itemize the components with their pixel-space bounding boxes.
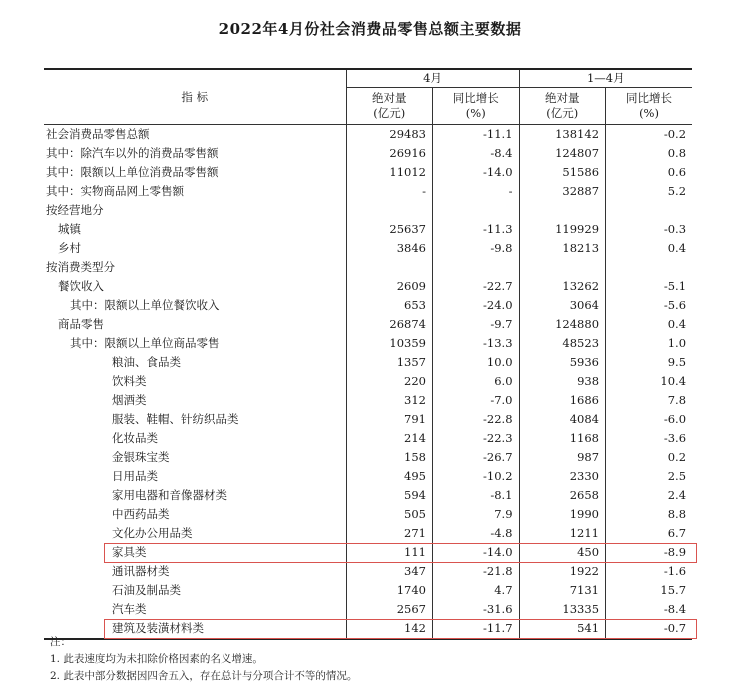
april-yoy-value: - — [433, 182, 520, 201]
janapr-abs-value: 1211 — [519, 524, 606, 543]
table-row — [44, 125, 692, 145]
row-label: 按消费类型分 — [46, 260, 115, 274]
april-yoy-value: -9.8 — [433, 239, 520, 258]
table-row — [44, 277, 692, 296]
april-yoy-value: -31.6 — [433, 600, 520, 619]
april-abs-value: 158 — [346, 448, 433, 467]
table-row — [44, 201, 692, 220]
retail-sales-table — [44, 68, 692, 640]
janapr-yoy-value: 1.0 — [606, 334, 693, 353]
janapr-yoy-value: 2.4 — [606, 486, 693, 505]
april-abs-value: 29483 — [346, 125, 433, 145]
row-label-cell — [44, 581, 346, 600]
table-row — [44, 353, 692, 372]
janapr-yoy-value: 6.7 — [606, 524, 693, 543]
indicator-header: 指 标 — [44, 69, 346, 125]
april-abs-value: 1357 — [346, 353, 433, 372]
table-row — [44, 467, 692, 486]
janapr-yoy-value: 15.7 — [606, 581, 693, 600]
april-abs-value: - — [346, 182, 433, 201]
janapr-yoy-header: 同比增长 (%) — [606, 88, 693, 125]
row-label: 文化办公用品类 — [112, 526, 193, 540]
janapr-yoy-value: -5.1 — [606, 277, 693, 296]
table-row — [44, 581, 692, 600]
april-yoy-value: -22.8 — [433, 410, 520, 429]
row-label: 城镇 — [58, 222, 81, 236]
april-abs-value: 505 — [346, 505, 433, 524]
row-label: 其中：限额以上单位餐饮收入 — [70, 298, 220, 312]
table-row — [44, 220, 692, 239]
janapr-abs-value: 1922 — [519, 562, 606, 581]
table-row — [44, 163, 692, 182]
notes-head: 注： — [50, 636, 71, 648]
row-label-cell — [44, 144, 346, 163]
april-abs-value: 142 — [346, 619, 433, 639]
row-label: 金银珠宝类 — [112, 450, 170, 464]
row-label-cell — [44, 505, 346, 524]
table-row — [44, 410, 692, 429]
april-yoy-value: -22.3 — [433, 429, 520, 448]
janapr-yoy-value: 2.5 — [606, 467, 693, 486]
april-yoy-value: -11.7 — [433, 619, 520, 639]
janapr-yoy-value: -8.9 — [606, 543, 693, 562]
janapr-abs-value — [519, 201, 606, 220]
table-row — [44, 486, 692, 505]
row-label-cell — [44, 315, 346, 334]
row-label-cell — [44, 163, 346, 182]
janapr-abs-value: 124880 — [519, 315, 606, 334]
row-label: 社会消费品零售总额 — [46, 127, 150, 141]
table-row — [44, 524, 692, 543]
april-yoy-value — [433, 258, 520, 277]
row-label: 石油及制品类 — [112, 583, 181, 597]
table-body — [44, 125, 692, 640]
table-row — [44, 505, 692, 524]
table-row — [44, 258, 692, 277]
row-label: 乡村 — [58, 241, 81, 255]
april-abs-value: 2609 — [346, 277, 433, 296]
janapr-yoy-value: 7.8 — [606, 391, 693, 410]
april-abs-header: 绝对量 (亿元) — [346, 88, 433, 125]
april-abs-value: 111 — [346, 543, 433, 562]
april-yoy-value: -7.0 — [433, 391, 520, 410]
table-row — [44, 239, 692, 258]
april-abs-value: 312 — [346, 391, 433, 410]
janapr-yoy-value: -5.6 — [606, 296, 693, 315]
janapr-yoy-value: -6.0 — [606, 410, 693, 429]
table-row — [44, 296, 692, 315]
janapr-abs-value: 18213 — [519, 239, 606, 258]
row-label-cell — [44, 182, 346, 201]
janapr-yoy-value: 10.4 — [606, 372, 693, 391]
row-label: 中西药品类 — [112, 507, 170, 521]
row-label-cell — [44, 543, 346, 562]
table-row — [44, 334, 692, 353]
row-label: 粮油、食品类 — [112, 355, 181, 369]
row-label-cell — [44, 125, 346, 145]
table-row — [44, 391, 692, 410]
april-yoy-value: 6.0 — [433, 372, 520, 391]
row-label-cell — [44, 429, 346, 448]
april-yoy-value: -8.1 — [433, 486, 520, 505]
row-label: 餐饮收入 — [58, 279, 104, 293]
janapr-yoy-value: -0.2 — [606, 125, 693, 145]
janapr-abs-value: 541 — [519, 619, 606, 639]
april-abs-value: 26874 — [346, 315, 433, 334]
row-label: 家具类 — [112, 545, 147, 559]
jan-apr-header: 1—4月 — [519, 69, 692, 88]
janapr-yoy-value: 0.2 — [606, 448, 693, 467]
janapr-abs-value: 119929 — [519, 220, 606, 239]
april-yoy-value: 4.7 — [433, 581, 520, 600]
janapr-yoy-value: 9.5 — [606, 353, 693, 372]
janapr-yoy-value: 0.6 — [606, 163, 693, 182]
row-label: 化妆品类 — [112, 431, 158, 445]
row-label: 通讯器材类 — [112, 564, 170, 578]
janapr-abs-value: 4084 — [519, 410, 606, 429]
april-abs-value: 594 — [346, 486, 433, 505]
janapr-abs-value: 138142 — [519, 125, 606, 145]
janapr-abs-value: 124807 — [519, 144, 606, 163]
april-yoy-value: -9.7 — [433, 315, 520, 334]
april-abs-value: 271 — [346, 524, 433, 543]
janapr-abs-value: 987 — [519, 448, 606, 467]
janapr-abs-value: 2330 — [519, 467, 606, 486]
table-header — [44, 69, 692, 125]
table-row — [44, 315, 692, 334]
row-label: 服装、鞋帽、针纺织品类 — [112, 412, 239, 426]
row-label-cell — [44, 372, 346, 391]
april-yoy-value: -13.3 — [433, 334, 520, 353]
table-row — [44, 448, 692, 467]
april-yoy-value: -11.1 — [433, 125, 520, 145]
april-abs-value: 25637 — [346, 220, 433, 239]
table-row — [44, 429, 692, 448]
april-abs-value: 26916 — [346, 144, 433, 163]
janapr-abs-value: 13262 — [519, 277, 606, 296]
janapr-abs-header: 绝对量 (亿元) — [519, 88, 606, 125]
table-row — [44, 182, 692, 201]
janapr-abs-value: 1168 — [519, 429, 606, 448]
april-yoy-value: -10.2 — [433, 467, 520, 486]
april-yoy-value: 7.9 — [433, 505, 520, 524]
row-label-cell — [44, 201, 346, 220]
table-notes — [50, 634, 357, 685]
april-abs-value — [346, 201, 433, 220]
janapr-abs-value: 2658 — [519, 486, 606, 505]
note-2: 2. 此表中部分数据因四舍五入，存在总计与分项合计不等的情况。 — [50, 670, 358, 682]
april-yoy-value: -22.7 — [433, 277, 520, 296]
janapr-abs-value: 3064 — [519, 296, 606, 315]
row-label-cell — [44, 220, 346, 239]
janapr-abs-value: 450 — [519, 543, 606, 562]
janapr-abs-value: 1686 — [519, 391, 606, 410]
april-yoy-value: -4.8 — [433, 524, 520, 543]
janapr-yoy-value: 0.4 — [606, 239, 693, 258]
row-label-cell — [44, 391, 346, 410]
row-label-cell — [44, 296, 346, 315]
table-row — [44, 562, 692, 581]
janapr-yoy-value: -8.4 — [606, 600, 693, 619]
row-label: 烟酒类 — [112, 393, 147, 407]
april-yoy-value — [433, 201, 520, 220]
row-label: 其中：除汽车以外的消费品零售额 — [46, 146, 219, 160]
april-yoy-value: -8.4 — [433, 144, 520, 163]
janapr-abs-value: 13335 — [519, 600, 606, 619]
april-abs-value: 214 — [346, 429, 433, 448]
table-row — [44, 543, 692, 562]
row-label-cell — [44, 524, 346, 543]
janapr-abs-value — [519, 258, 606, 277]
table-row — [44, 372, 692, 391]
april-abs-value: 11012 — [346, 163, 433, 182]
row-label: 其中：限额以上单位消费品零售额 — [46, 165, 219, 179]
row-label: 日用品类 — [112, 469, 158, 483]
row-label: 家用电器和音像器材类 — [112, 488, 227, 502]
row-label-cell — [44, 258, 346, 277]
april-abs-value: 220 — [346, 372, 433, 391]
april-header: 4月 — [346, 69, 519, 88]
row-label-cell — [44, 410, 346, 429]
april-abs-value: 791 — [346, 410, 433, 429]
janapr-abs-value: 938 — [519, 372, 606, 391]
april-yoy-value: -14.0 — [433, 163, 520, 182]
janapr-yoy-value — [606, 258, 693, 277]
april-abs-value: 495 — [346, 467, 433, 486]
janapr-abs-value: 48523 — [519, 334, 606, 353]
row-label: 建筑及装潢材料类 — [112, 621, 204, 635]
row-label-cell — [44, 467, 346, 486]
april-yoy-value: -14.0 — [433, 543, 520, 562]
janapr-abs-value: 1990 — [519, 505, 606, 524]
row-label: 其中：实物商品网上零售额 — [46, 184, 184, 198]
row-label-cell — [44, 600, 346, 619]
april-abs-value: 3846 — [346, 239, 433, 258]
april-abs-value: 10359 — [346, 334, 433, 353]
row-label-cell — [44, 334, 346, 353]
janapr-yoy-value — [606, 201, 693, 220]
april-yoy-value: -21.8 — [433, 562, 520, 581]
row-label-cell — [44, 239, 346, 258]
row-label-cell — [44, 486, 346, 505]
janapr-yoy-value: -1.6 — [606, 562, 693, 581]
table-title: 2022年4月份社会消费品零售总额主要数据 — [218, 20, 522, 38]
janapr-yoy-value: 0.4 — [606, 315, 693, 334]
row-label: 按经营地分 — [46, 203, 104, 217]
april-yoy-value: -26.7 — [433, 448, 520, 467]
row-label: 汽车类 — [112, 602, 147, 616]
row-label: 商品零售 — [58, 317, 104, 331]
row-label-cell — [44, 277, 346, 296]
janapr-yoy-value: 5.2 — [606, 182, 693, 201]
row-label: 饮料类 — [112, 374, 147, 388]
row-label-cell — [44, 353, 346, 372]
april-abs-value: 2567 — [346, 600, 433, 619]
janapr-yoy-value: 8.8 — [606, 505, 693, 524]
note-1: 1. 此表速度均为未扣除价格因素的名义增速。 — [50, 653, 263, 665]
row-label-cell — [44, 448, 346, 467]
janapr-abs-value: 32887 — [519, 182, 606, 201]
april-abs-value: 653 — [346, 296, 433, 315]
april-abs-value — [346, 258, 433, 277]
april-yoy-header: 同比增长 (%) — [433, 88, 520, 125]
row-label: 其中：限额以上单位商品零售 — [70, 336, 220, 350]
janapr-yoy-value: -3.6 — [606, 429, 693, 448]
janapr-yoy-value: -0.3 — [606, 220, 693, 239]
april-abs-value: 1740 — [346, 581, 433, 600]
april-yoy-value: -24.0 — [433, 296, 520, 315]
table-row — [44, 144, 692, 163]
janapr-abs-value: 7131 — [519, 581, 606, 600]
april-abs-value: 347 — [346, 562, 433, 581]
janapr-abs-value: 5936 — [519, 353, 606, 372]
table-row — [44, 600, 692, 619]
april-yoy-value: 10.0 — [433, 353, 520, 372]
janapr-abs-value: 51586 — [519, 163, 606, 182]
row-label-cell — [44, 562, 346, 581]
janapr-yoy-value: 0.8 — [606, 144, 693, 163]
april-yoy-value: -11.3 — [433, 220, 520, 239]
janapr-yoy-value: -0.7 — [606, 619, 693, 639]
